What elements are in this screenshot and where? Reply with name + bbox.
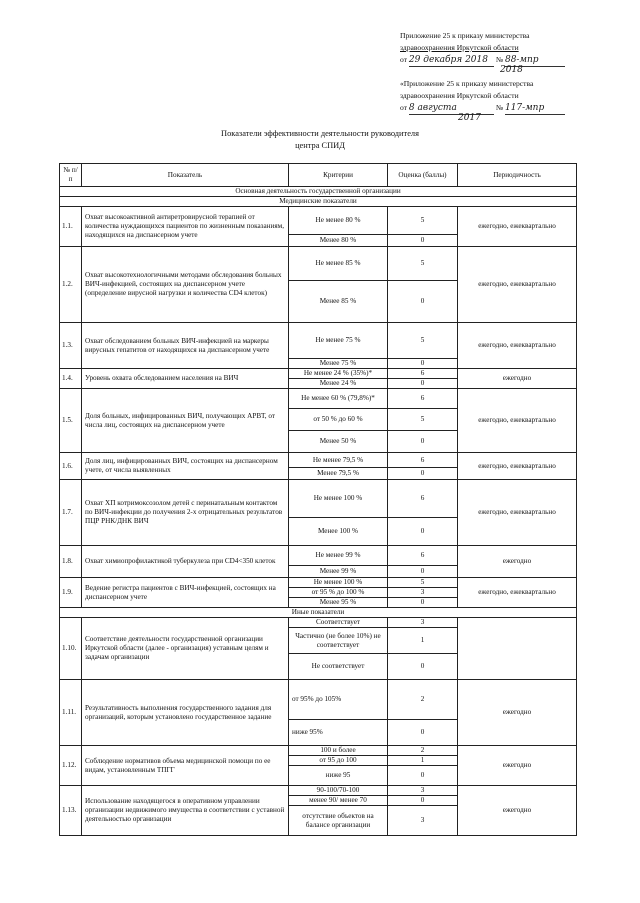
criteria-cell: Менее 75 % xyxy=(289,359,388,369)
score-cell: 5 xyxy=(388,323,458,359)
handwritten-order-number: 117-мпр xyxy=(505,102,565,115)
row-number: 1.12. xyxy=(60,746,82,786)
period-cell: ежегодно, ежеквартально xyxy=(458,453,577,480)
indicator-cell: Уровень охвата обследованием населения на ВИЧ xyxy=(82,369,289,389)
score-cell: 0 xyxy=(388,720,458,746)
indicator-cell: Доля лиц, инфицированных ВИЧ, состоящих на диспансерном учете, от числа выявленных xyxy=(82,453,289,480)
title-line-1: Показатели эффективности деятельности руководителя xyxy=(221,129,419,138)
period-cell: ежегодно xyxy=(458,746,577,786)
score-cell: 5 xyxy=(388,409,458,431)
criteria-cell: Менее 95 % xyxy=(289,598,388,608)
period-cell: ежегодно, ежеквартально xyxy=(458,578,577,608)
score-cell: 5 xyxy=(388,578,458,588)
table-row xyxy=(60,453,577,468)
table-row xyxy=(60,323,577,359)
score-cell: 0 xyxy=(388,359,458,369)
from-label: от xyxy=(400,55,408,64)
criteria-cell: Не менее 100 % xyxy=(289,578,388,588)
criteria-cell: Не менее 60 % (79,8%)* xyxy=(289,389,388,409)
criteria-cell: Не менее 75 % xyxy=(289,323,388,359)
criteria-cell: Не менее 24 % (35%)* xyxy=(289,369,388,379)
row-number: 1.4. xyxy=(60,369,82,389)
criteria-cell: Менее 80 % xyxy=(289,235,388,247)
table-row xyxy=(60,786,577,796)
score-cell: 6 xyxy=(388,389,458,409)
from-label: от xyxy=(400,103,408,112)
criteria-cell: от 95 до 100 xyxy=(289,756,388,766)
section-main-activity: Основная деятельность государственной организации xyxy=(60,187,577,197)
criteria-cell: Соответствует xyxy=(289,618,388,628)
score-cell: 3 xyxy=(388,588,458,598)
indicator-cell: Соответствие деятельности государственной организации Иркутской области (далее - организация) уставным целям и задачам организации xyxy=(82,618,289,680)
criteria-cell: Не соответствует xyxy=(289,654,388,680)
row-number: 1.2. xyxy=(60,247,82,323)
section-row xyxy=(60,608,577,618)
criteria-cell: ниже 95 xyxy=(289,766,388,786)
criteria-cell: Менее 50 % xyxy=(289,431,388,453)
score-cell: 0 xyxy=(388,235,458,247)
indicator-cell: Ведение регистра пациентов с ВИЧ-инфекцией, состоящих на диспансерном учете xyxy=(82,578,289,608)
score-cell: 0 xyxy=(388,566,458,578)
order-ref-1-line1: Приложение 25 к приказу министерства xyxy=(400,31,530,40)
number-label: № xyxy=(495,55,504,64)
criteria-cell: ниже 95% xyxy=(289,720,388,746)
order-reference-2 xyxy=(400,78,565,126)
criteria-cell: от 95 % до 100 % xyxy=(289,588,388,598)
score-cell: 0 xyxy=(388,598,458,608)
indicator-cell: Использование находящегося в оперативном управлении организации недвижимого имущества в соответствии с уставной деятельностью организации xyxy=(82,786,289,836)
criteria-cell: 100 и более xyxy=(289,746,388,756)
handwritten-date: 8 августа xyxy=(409,102,494,115)
score-cell: 3 xyxy=(388,618,458,628)
row-number: 1.5. xyxy=(60,389,82,453)
score-cell: 3 xyxy=(388,786,458,796)
table-row xyxy=(60,680,577,720)
section-medical-indicators: Медицинские показатели xyxy=(60,197,577,207)
criteria-cell: Не менее 99 % xyxy=(289,546,388,566)
col-header-criteria: Критерии xyxy=(289,164,388,187)
indicator-cell: Охват ХП котримоксозолом детей с перинатальным контактом по ВИЧ-инфекции до получения 2-х отрицательных результатов ПЦР РНК/ДНК ВИЧ xyxy=(82,480,289,546)
order-ref-2-line1: «Приложение 25 к приказу министерства xyxy=(400,79,534,88)
number-label: № xyxy=(495,103,504,112)
score-cell: 0 xyxy=(388,468,458,480)
indicator-cell: Охват высокоактивной антиретровирусной терапией от количества нуждающихся пациентов по жизненным показаниям, находящихся на диспансерном учете xyxy=(82,207,289,247)
period-cell: ежегодно, ежеквартально xyxy=(458,247,577,323)
period-cell: ежегодно, ежеквартально xyxy=(458,480,577,546)
table-row xyxy=(60,618,577,628)
score-cell: 1 xyxy=(388,756,458,766)
criteria-cell: Менее 24 % xyxy=(289,379,388,389)
indicator-cell: Охват обследованием больных ВИЧ-инфекцией на маркеры вирусных гепатитов от находящихся на диспансерном учете xyxy=(82,323,289,369)
col-header-number: № п/п xyxy=(60,164,82,187)
row-number: 1.10. xyxy=(60,618,82,680)
table-header-row xyxy=(60,164,577,187)
row-number: 1.8. xyxy=(60,546,82,578)
section-row xyxy=(60,197,577,207)
period-cell: ежегодно xyxy=(458,786,577,836)
title-line-2: центра СПИД xyxy=(295,141,345,150)
period-cell: ежегодно, ежеквартально xyxy=(458,207,577,247)
table-row xyxy=(60,546,577,566)
criteria-cell: Не менее 85 % xyxy=(289,247,388,281)
table-row xyxy=(60,369,577,379)
indicator-cell: Охват высокотехнологичными методами обследования больных ВИЧ-инфекцией, состоящих на диспансерном учете (определение вирусной нагрузки и количества CD4 клеток) xyxy=(82,247,289,323)
table-row xyxy=(60,389,577,409)
score-cell: 6 xyxy=(388,546,458,566)
order-reference-1 xyxy=(400,30,565,78)
score-cell: 0 xyxy=(388,796,458,806)
indicator-cell: Доля больных, инфицированных ВИЧ, получающих АРВТ, от числа лиц, состоящих на диспансерном учете xyxy=(82,389,289,453)
row-number: 1.7. xyxy=(60,480,82,546)
criteria-cell: Не менее 100 % xyxy=(289,480,388,518)
table-row xyxy=(60,480,577,518)
score-cell: 0 xyxy=(388,379,458,389)
handwritten-order-number: 88-мпр xyxy=(505,54,565,67)
order-ref-2-line2: здравоохранения Иркутской области xyxy=(400,91,519,100)
criteria-cell: Частично (не более 10%) не соответствует xyxy=(289,628,388,654)
col-header-indicator: Показатель xyxy=(82,164,289,187)
score-cell: 6 xyxy=(388,369,458,379)
criteria-cell: Не менее 79,5 % xyxy=(289,453,388,468)
criteria-cell: Менее 100 % xyxy=(289,518,388,546)
order-ref-2-date-line xyxy=(400,102,565,114)
criteria-cell: Менее 85 % xyxy=(289,281,388,323)
row-number: 1.6. xyxy=(60,453,82,480)
indicator-cell: Охват химиопрофилактикой туберкулеза при CD4<350 клеток xyxy=(82,546,289,578)
score-cell: 2 xyxy=(388,746,458,756)
indicator-cell: Результативность выполнения государственного задания для организаций, которым установлено государственное задание xyxy=(82,680,289,746)
order-ref-1-year-line xyxy=(400,66,565,78)
criteria-cell: 90-100/70-100 xyxy=(289,786,388,796)
document-title xyxy=(0,128,640,152)
row-number: 1.1. xyxy=(60,207,82,247)
period-cell: ежегодно xyxy=(458,680,577,746)
score-cell: 5 xyxy=(388,207,458,235)
row-number: 1.11. xyxy=(60,680,82,746)
score-cell: 0 xyxy=(388,281,458,323)
score-cell: 0 xyxy=(388,518,458,546)
score-cell: 6 xyxy=(388,453,458,468)
score-cell: 6 xyxy=(388,480,458,518)
handwritten-date: 29 декабря 2018 xyxy=(409,54,494,67)
table-row xyxy=(60,746,577,756)
order-ref-2-year-line xyxy=(400,114,565,126)
section-other-indicators: Иные показатели xyxy=(60,608,577,618)
score-cell: 3 xyxy=(388,806,458,836)
criteria-cell: Не менее 80 % xyxy=(289,207,388,235)
col-header-period: Периодичность xyxy=(458,164,577,187)
order-ref-1-line2: здравоохранения Иркутской области xyxy=(400,43,519,52)
period-cell: ежегодно, ежеквартально xyxy=(458,389,577,453)
score-cell: 2 xyxy=(388,680,458,720)
criteria-cell: от 95% до 105% xyxy=(289,680,388,720)
row-number: 1.9. xyxy=(60,578,82,608)
order-ref-1-date-line xyxy=(400,54,565,66)
score-cell: 0 xyxy=(388,654,458,680)
handwritten-year: 2017 xyxy=(458,113,481,123)
table-row xyxy=(60,207,577,235)
period-cell: ежегодно xyxy=(458,369,577,389)
criteria-cell: от 50 % до 60 % xyxy=(289,409,388,431)
handwritten-year: 2018 xyxy=(500,65,523,75)
period-cell: ежегодно xyxy=(458,546,577,578)
table-row xyxy=(60,578,577,588)
criteria-cell: Менее 79,5 % xyxy=(289,468,388,480)
table-row xyxy=(60,247,577,281)
row-number: 1.13. xyxy=(60,786,82,836)
score-cell: 1 xyxy=(388,628,458,654)
period-cell: ежегодно, ежеквартально xyxy=(458,323,577,369)
score-cell: 0 xyxy=(388,431,458,453)
score-cell: 0 xyxy=(388,766,458,786)
row-number: 1.3. xyxy=(60,323,82,369)
indicator-cell: Соблюдение нормативов объема медицинской помощи по ее видам, установленным ТПГГ xyxy=(82,746,289,786)
criteria-cell: менее 90/ менее 70 xyxy=(289,796,388,806)
criteria-cell: Менее 99 % xyxy=(289,566,388,578)
section-row xyxy=(60,187,577,197)
period-cell xyxy=(458,618,577,680)
score-cell: 5 xyxy=(388,247,458,281)
criteria-cell: отсутствие объектов на балансе организации xyxy=(289,806,388,836)
indicators-table xyxy=(59,163,577,836)
col-header-score: Оценка (баллы) xyxy=(388,164,458,187)
